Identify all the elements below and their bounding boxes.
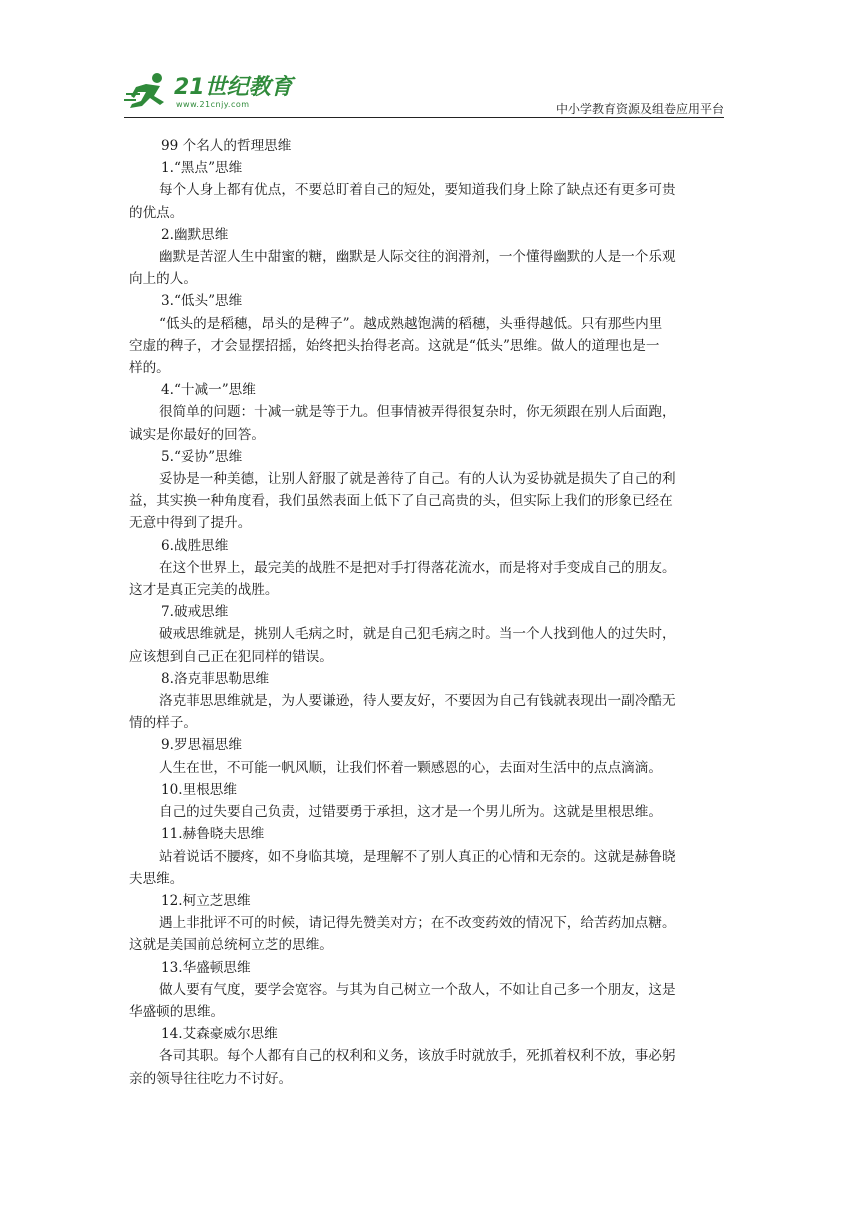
header-divider <box>124 117 724 118</box>
section-text-line: “低头的是稻穗，昂头的是稗子”。越成熟越饱满的稻穗，头垂得越低。只有那些内里 <box>159 315 663 332</box>
section-text-line: 这才是真正完美的战胜。 <box>129 582 279 599</box>
section-heading: 4.“十减一”思维 <box>161 382 256 399</box>
document-title: 99 个名人的哲理思维 <box>161 138 292 154</box>
section-heading: 8.洛克菲思勒思维 <box>161 670 270 687</box>
section-text-line: 这就是美国前总统柯立芝的思维。 <box>129 937 333 954</box>
page-header <box>124 66 724 118</box>
section-text-line: 样的。 <box>129 360 170 377</box>
section-heading: 12.柯立芝思维 <box>161 892 251 909</box>
section-text-line: 遇上非批评不可的时候，请记得先赞美对方；在不改变药效的情况下，给苦药加点糖。 <box>159 915 676 932</box>
section-text-line: 在这个世界上，最完美的战胜不是把对手打得落花流水，而是将对手变成自己的朋友。 <box>159 559 676 576</box>
section-text-line: 自己的过失要自己负责，过错要勇于承担，这才是一个男儿所为。这就是里根思维。 <box>159 804 662 821</box>
section-heading: 1.“黑点”思维 <box>161 160 243 177</box>
section-text-line: 洛克菲思思维就是，为人要谦逊，待人要友好，不要因为自己有钱就表现出一副冷酷无 <box>159 693 676 710</box>
section-text-line: 很简单的问题：十减一就是等于九。但事情被弄得很复杂时，你无须跟在别人后面跑， <box>159 404 676 421</box>
section-text-line: 做人要有气度，要学会宽容。与其为自己树立一个敌人，不如让自己多一个朋友，这是 <box>159 981 676 998</box>
section-text-line: 各司其职。每个人都有自己的权利和义务，该放手时就放手，死抓着权利不放，事必躬 <box>159 1048 676 1065</box>
logo-url-text: www.21cnjy.com <box>176 100 250 109</box>
section-heading: 3.“低头”思维 <box>161 293 243 310</box>
section-text-line: 人生在世，不可能一帆风顺，让我们怀着一颗感恩的心，去面对生活中的点点滴滴。 <box>159 759 662 776</box>
section-text-line: 破戒思维就是，挑别人毛病之时，就是自己犯毛病之时。当一个人找到他人的过失时， <box>159 626 676 643</box>
section-text-line: 妥协是一种美德，让别人舒服了就是善待了自己。有的人认为妥协就是损失了自己的利 <box>159 471 676 488</box>
section-text-line: 的优点。 <box>129 204 184 221</box>
section-heading: 13.华盛顿思维 <box>161 959 251 976</box>
section-text-line: 诚实是你最好的回答。 <box>129 426 265 443</box>
section-text-line: 无意中得到了提升。 <box>129 515 252 532</box>
section-heading: 10.里根思维 <box>161 781 237 798</box>
section-text-line: 站着说话不腰疼，如不身临其境，是理解不了别人真正的心情和无奈的。这就是赫鲁晓 <box>159 848 676 865</box>
logo <box>124 66 294 114</box>
section-text-line: 每个人身上都有优点，不要总盯着自己的短处，要知道我们身上除了缺点还有更多可贵 <box>159 182 676 199</box>
section-heading: 6.战胜思维 <box>161 537 229 554</box>
section-text-line: 应该想到自己正在犯同样的错误。 <box>129 648 333 665</box>
section-text-line: 华盛顿的思维。 <box>129 1003 225 1020</box>
section-text-line: 亲的领导往往吃力不讨好。 <box>129 1070 293 1087</box>
section-text-line: 空虚的稗子，才会显摆招摇，始终把头抬得老高。这就是“低头”思维。做人的道理也是一 <box>129 337 660 354</box>
section-heading: 2.幽默思维 <box>161 226 229 243</box>
platform-label: 中小学教育资源及组卷应用平台 <box>555 102 724 116</box>
section-text-line: 向上的人。 <box>129 271 197 288</box>
section-text-line: 夫思维。 <box>129 870 184 887</box>
section-heading: 7.破戒思维 <box>161 604 229 621</box>
section-heading: 9.罗思福思维 <box>161 737 242 754</box>
runner-logo-icon <box>124 72 174 112</box>
section-text-line: 幽默是苦涩人生中甜蜜的糖，幽默是人际交往的润滑剂，一个懂得幽默的人是一个乐观 <box>159 249 676 266</box>
logo-main-text: 21世纪教育 <box>174 75 293 100</box>
section-heading: 5.“妥协”思维 <box>161 448 243 465</box>
document-body <box>129 135 730 1090</box>
section-text-line: 情的样子。 <box>129 715 197 732</box>
section-heading: 14.艾森豪威尔思维 <box>161 1026 278 1043</box>
section-text-line: 益，其实换一种角度看，我们虽然表面上低下了自己高贵的头，但实际上我们的形象已经在 <box>129 493 673 510</box>
section-heading: 11.赫鲁晓夫思维 <box>161 826 265 843</box>
